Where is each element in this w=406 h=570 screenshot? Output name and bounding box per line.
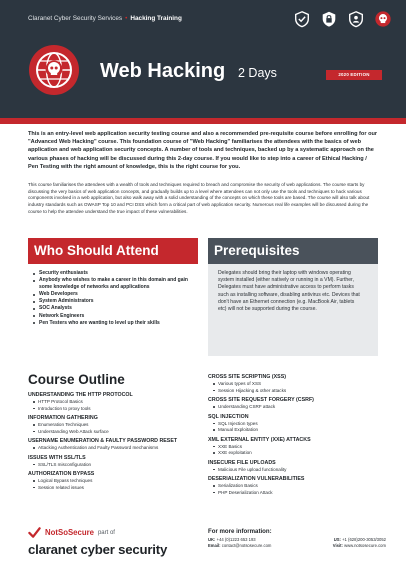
contact-row-web <box>208 543 386 549</box>
contact-heading: For more information: <box>208 528 272 535</box>
outline-section-head: CROSS SITE REQUEST FORGERY (CSRF) <box>208 397 314 403</box>
header-banner <box>0 0 406 118</box>
header-accent-strip <box>0 118 406 124</box>
outline-section <box>208 374 386 394</box>
list-item: XXE Basics <box>213 444 386 451</box>
website-link[interactable]: www.notsosecure.com <box>344 543 386 549</box>
list-item: Logical Bypass techniques <box>33 478 204 485</box>
outline-right-column <box>208 374 386 496</box>
outline-section-head: INSECURE FILE UPLOADS <box>208 459 276 466</box>
visit-label: Visit: <box>332 543 343 549</box>
list-item: Understanding Web Attack surface <box>33 429 204 436</box>
list-item: Enumeration Techniques <box>33 422 204 429</box>
outline-section-head: DESERIALIZATION VULNERABILITIES <box>208 476 305 482</box>
brand-line <box>28 15 182 22</box>
notsosecure-name: NotSoSecure <box>45 528 94 537</box>
list-item: SQL Injection types <box>213 421 386 428</box>
brand-separator: • <box>125 15 128 22</box>
claranet-wordmark: claranet cyber security <box>28 542 168 557</box>
list-item: Introduction to proxy tools <box>33 406 204 413</box>
list-item: Attacking Authentication and Faulty Password mechanisms <box>33 445 204 452</box>
top-icon-row <box>293 10 392 28</box>
skull-icon <box>374 10 392 28</box>
contact-block <box>208 528 386 549</box>
outline-section-head: AUTHORIZATION BYPASS <box>28 471 95 477</box>
list-item: Anybody who wishes to make a career in this domain and gain some knowledge of networks and applications <box>33 277 194 291</box>
outline-section-head: SQL INJECTION <box>208 413 249 420</box>
outline-section <box>208 414 386 434</box>
list-item: Security enthusiasts <box>33 270 194 277</box>
prerequisites-panel <box>208 238 378 356</box>
list-item: HTTP Protocol Basics <box>33 399 204 406</box>
who-should-attend-panel <box>28 238 198 356</box>
outline-section <box>28 438 204 452</box>
list-item: Understanding CSRF attack <box>213 404 386 411</box>
email-link[interactable]: contact@notsosecure.com <box>221 543 272 549</box>
outline-section-head: USERNAME ENUMERATION & FAULTY PASSWORD RESET <box>28 438 178 444</box>
outline-section <box>28 415 204 435</box>
list-item: Manual Exploitation <box>213 427 386 434</box>
description-paragraph: This course familiarises the attendees with a wealth of tools and techniques required to breach and compromise the security of web applications. The course starts by discussing the very basics of web application concepts, and gradually builds up to a level where attendees can not only use the tools and techniques to hack various components involved in a web application, but also walk away with a solid understanding of the concepts on which these tools are based. The course will also talk about industry standards such as OWASP Top 10 and PCI DSS which form a critical part of web application security. Numerous real life examples will be discussed during the course to help the attendee understand the true impact of these vulnerabilities. <box>28 182 370 214</box>
outline-section <box>28 455 204 469</box>
outline-title: Course Outline <box>28 372 125 387</box>
edition-badge: 2020 EDITION <box>326 70 382 80</box>
shield-check-icon <box>293 10 311 28</box>
outline-section <box>208 397 386 411</box>
list-item: SOC Analysts <box>33 305 194 312</box>
outline-section <box>208 437 386 457</box>
list-item: PHP Deserialization Attack <box>213 490 386 497</box>
web-hacking-emblem-icon <box>28 44 80 96</box>
prerequisites-title: Prerequisites <box>208 238 378 264</box>
shield-lock-icon <box>320 10 338 28</box>
outline-section <box>208 460 386 474</box>
duration-label: 2 Days <box>238 66 277 80</box>
list-item: System Administrators <box>33 298 194 305</box>
list-item: XXE exploitation <box>213 450 386 457</box>
footer-logo <box>28 526 208 560</box>
uk-phone[interactable]: +44 (0)1223 653 193 <box>216 537 256 542</box>
list-item: Serialization Basics <box>213 483 386 490</box>
list-item: Pen Testers who are wanting to level up their skills <box>33 320 194 327</box>
prerequisites-text: Delegates should bring their laptop with windows operating system installed (either natively or running in a VM). Further, Delegates must have administrative access to perform tasks such as installing software, disabling antivirus etc. Devices that don't have an Ethernet connection (e.g. MacBook Air, tablets etc) will not be supported during the course. <box>218 270 360 313</box>
list-item: Various types of XSS <box>213 381 386 388</box>
category-label: Hacking Training <box>130 15 182 22</box>
outline-section <box>28 392 204 412</box>
list-item: Network Engineers <box>33 313 194 320</box>
list-item: Web Developers <box>33 291 194 298</box>
outline-section <box>28 471 204 491</box>
outline-section-head: INFORMATION GATHERING <box>28 415 98 421</box>
outline-section-head: XML EXTERNAL ENTITY (XXE) ATTACKS <box>208 436 311 443</box>
notsosecure-check-icon <box>28 526 41 539</box>
intro-paragraph: This is an entry-level web application security testing course and also a recommended pre-requisite course before enrolling for our "Advanced Web Hacking" course. This foundation course of "Web Hacking" familiarises the attendees with the basics of web application and web application security concepts. A number of tools and techniques, backed up by a systematic approach on the various phases of hacking will be discussed during this 2-day course. If you would like to step into a career of Ethical Hacking / Pen Testing with the right amount of knowledge, this is the right course for you. <box>28 131 378 170</box>
list-item: Session related issues <box>33 485 204 492</box>
email-label: Email: <box>208 543 221 549</box>
who-should-attend-title: Who Should Attend <box>28 238 198 264</box>
list-item: Malicious File upload functionality <box>213 467 386 474</box>
part-of-label: part of <box>97 529 115 536</box>
list-item: Session Hijacking & other attacks <box>213 388 386 395</box>
shield-user-icon <box>347 10 365 28</box>
outline-section-head: ISSUES WITH SSL/TLS <box>28 454 86 461</box>
outline-left-column <box>28 372 204 491</box>
outline-section-head: CROSS SITE SCRIPTING (XSS) <box>208 374 286 380</box>
list-item: SSL/TLS misconfiguration <box>33 462 204 469</box>
company-name: Claranet Cyber Security Services <box>28 15 123 22</box>
outline-section <box>208 476 386 496</box>
us-label: US: <box>333 537 341 542</box>
audience-list <box>28 264 198 327</box>
us-phone[interactable]: +1 (628)200-3053/3052 <box>342 537 386 542</box>
page-title: Web Hacking <box>100 60 226 82</box>
uk-label: UK: <box>208 537 216 542</box>
outline-section-head: UNDERSTANDING THE HTTP PROTOCOL <box>28 392 133 398</box>
